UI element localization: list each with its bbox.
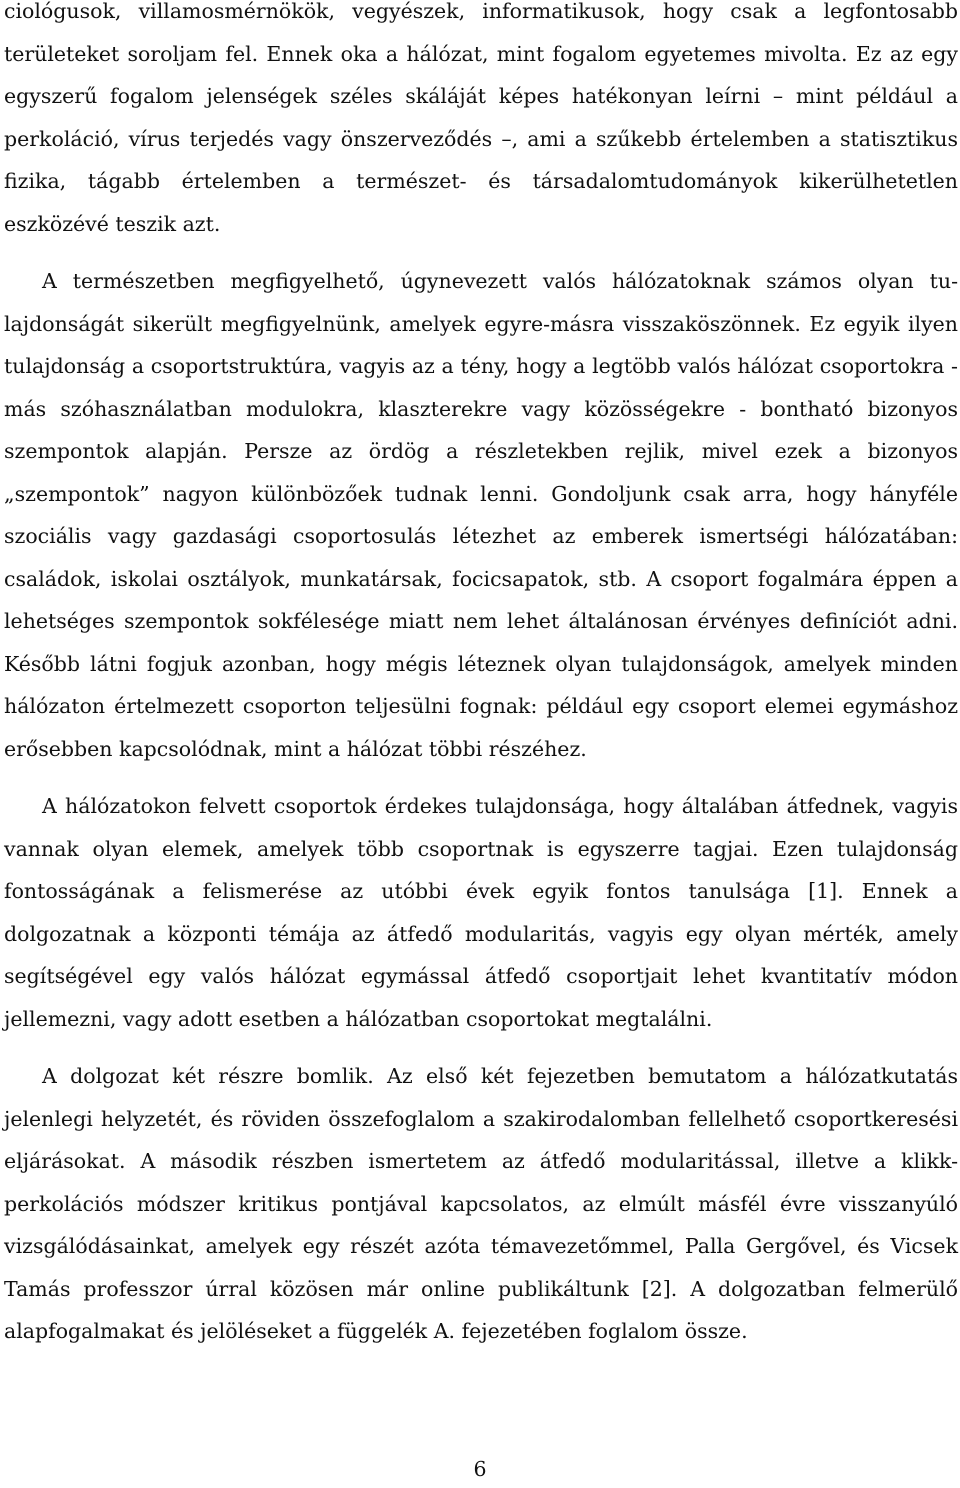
- document-page: [4, 0, 958, 1353]
- paragraph-real-networks: A természetben megfigyelhető, úgynevezett valós hálózatoknak számos olyan tulajdonságát sikerült megfigyelnünk, amelyek egyre-másra visszaköszönnek. Ez egyik ilyen tulajdonság a csoportstruktúra, vagyis az a tény, hogy a legtöbb valós hálózat csoportokra - más szóhasználatban modulokra, klaszterekre vagy közösségekre - bontható bizonyos szempontok alapján. Persze az ördög a részletekben rejlik, mivel ezek a bizonyos „szempontok” nagyon különbözőek tudnak lenni. Gondoljunk csak arra, hogy hányféle szociális vagy gazdasági csoportosulás létezhet az emberek ismertségi hálózatában: családok, iskolai osztályok, munkatársak, focicsapatok, stb. A csoport fogalmára éppen a lehetséges szempontok sokfélesége miatt nem lehet általánosan érvényes definíciót adni. Később látni fogjuk azonban, hogy mégis léteznek olyan tulajdonságok, amelyek minden hálózaton értelmezett csoporton teljesülni fognak: például egy csoport elemei egymáshoz erősebben kapcsolódnak, mint a hálózat többi részéhez.: [4, 269, 958, 761]
- paragraph-continuation: ciológusok, villamosmérnökök, vegyészek, informatikusok, hogy csak a legfontosabb területeket soroljam fel. Ennek oka a hálózat, mint fogalom egyetemes mivolta. Ez az egy egyszerű fogalom jelenségek széles skáláját képes hatékonyan leírni – mint például a perkoláció, vírus terjedés vagy önszerveződés –, ami a szűkebb értelemben a statisztikus fizika, tágabb értelemben a természet- és társadalomtudományok kikerülhetetlen eszközévé teszik azt.: [4, 0, 958, 236]
- paragraph-overlapping-groups: A hálózatokon felvett csoportok érdekes tulajdonsága, hogy általában átfednek, vagyis vannak olyan elemek, amelyek több csoportnak is egyszerre tagjai. Ezen tulajdonság fontosságának a felismerése az utóbbi évek egyik fontos tanulsága [1]. Ennek a dolgozatnak a központi témája az átfedő modularitás, vagyis egy olyan mérték, amely segítségével egy valós hálózat egymással átfedő csoportjait lehet kvantitatív módon jellemezni, vagy adott esetben a hálózatban csoportokat megtalálni.: [4, 794, 958, 1031]
- paragraph-gap: [4, 770, 958, 785]
- paragraph-thesis-structure: A dolgozat két részre bomlik. Az első két fejezetben bemutatom a hálózatkutatás jelenlegi helyzetét, és röviden összefoglalom a szakirodalomban fellelhető csoportkeresési eljárásokat. A második részben ismertetem az átfedő modularitással, illetve a klikk-perkolációs módszer kritikus pontjával kapcsolatos, az elmúlt másfél évre visszanyúló vizsgálódásainkat, amelyek egy részét azóta témavezetőmmel, Palla Gergővel, és Vicsek Tamás professzor úrral közösen már online publikáltunk [2]. A dolgozatban felmerülő alapfogalmakat és jelöléseket a függelék A. fejezetében foglalom össze.: [4, 1064, 958, 1343]
- paragraph-gap: [4, 245, 958, 260]
- page-number: 6: [473, 1457, 487, 1481]
- paragraph-gap: [4, 1040, 958, 1055]
